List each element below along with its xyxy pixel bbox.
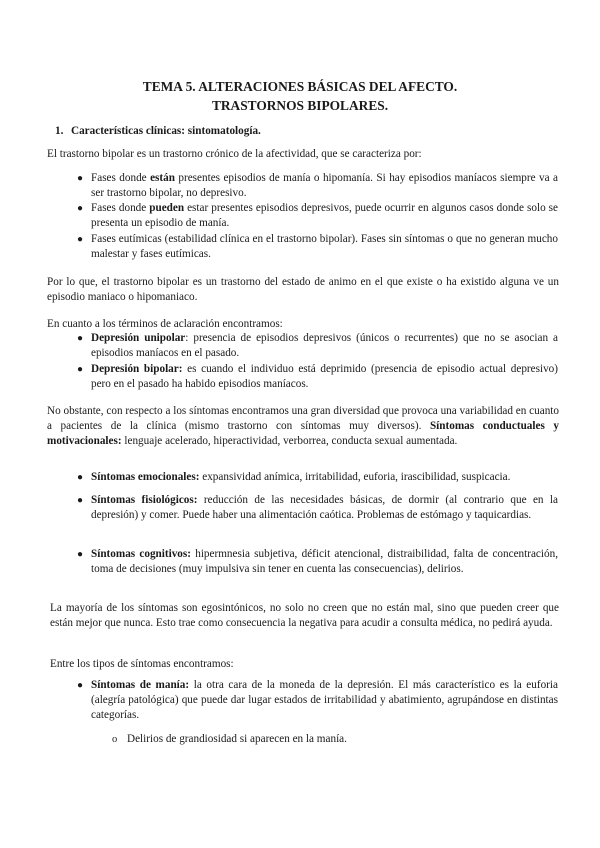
term-item: Depresión bipolar: es cuando el individuo está deprimido (presencia de episodio actual depresivo) pero en el pasado ha habido episodios maníacos.	[91, 363, 558, 390]
egosyntonic-paragraph: La mayoría de los síntomas son egosintónicos, no solo no creen que no están mal, sino que pueden creer que están mejor que nunca. Esto trae como consecuencia la negativa para acudir a consulta médica, no pedirá ayuda.	[50, 602, 559, 629]
phase-item: Fases donde pueden estar presentes episodios depresivos, puede ocurrir en algunos casos donde solo se presenta un episodio de manía.	[91, 202, 558, 229]
phase-item: Fases donde están presentes episodios de manía o hipomanía. Si hay episodios maníacos siempre va a ser trastorno bipolar, no depresivo.	[91, 172, 558, 199]
symptom-item: Síntomas fisiológicos: reducción de las necesidades básicas, de dormir (al contrario que en la depresión) y comer. Puede haber una alimentación caótica. Problemas de estómago y taquicardias.	[91, 494, 558, 521]
bullet-icon: ●	[77, 680, 84, 691]
bullet-icon: ●	[77, 173, 84, 184]
bullet-icon: ●	[77, 495, 84, 506]
bullet-icon: ●	[77, 472, 84, 483]
symptom-item: Síntomas cognitivos: hipermnesia subjetiva, déficit atencional, distraibilidad, falta de concentración, toma de decisiones (muy impulsiva sin tener en cuenta las consecuencias), delirios.	[91, 548, 558, 575]
bullet-icon: ●	[77, 203, 84, 214]
document-title: TEMA 5. ALTERACIONES BÁSICAS DEL AFECTO.	[142, 79, 458, 94]
section-heading: Características clínicas: sintomatología.	[71, 125, 261, 137]
types-intro: Entre los tipos de síntomas encontramos:	[50, 658, 234, 670]
sub-item: Delirios de grandiosidad si aparecen en la manía.	[127, 733, 347, 745]
bullet-icon: ●	[77, 549, 84, 560]
intro-paragraph: El trastorno bipolar es un trastorno crónico de la afectividad, que se caracteriza por:	[47, 148, 422, 160]
terms-intro: En cuanto a los términos de aclaración encontramos:	[47, 318, 283, 330]
bipolar-paragraph: Por lo que, el trastorno bipolar es un trastorno del estado de animo en el que existe o ha existido alguna ve un episodio maniaco o hipomaniaco.	[47, 276, 559, 303]
mania-item: Síntomas de manía: la otra cara de la moneda de la depresión. El más característico es la euforia (alegría patológica) que puede dar lugar estados de irritabilidad y abatimiento, agrupándose en distintas categorías.	[91, 679, 558, 721]
section-number: 1.	[55, 125, 64, 137]
symptoms-paragraph: No obstante, con respecto a los síntomas encontramos una gran diversidad que provoca una variabilidad en cuanto a pacientes de la clínica (mismo trastorno con síntomas muy diversos). Síntomas conductuales y motivacionales: lenguaje acelerado, hiperactividad, verborrea, conducta sexual aumentada.	[47, 405, 559, 447]
bullet-icon: ●	[77, 364, 84, 375]
document-subtitle: TRASTORNOS BIPOLARES.	[211, 98, 389, 113]
term-item: Depresión unipolar: presencia de episodios depresivos (únicos o recurrentes) que no se asocian a episodios maníacos en el pasado.	[91, 332, 558, 359]
phase-item: Fases eutímicas (estabilidad clínica en el trastorno bipolar). Fases sin síntomas o que no generan mucho malestar y fases eutímicas.	[91, 233, 558, 260]
bullet-icon: ●	[77, 333, 84, 344]
sub-bullet-icon: o	[112, 734, 118, 745]
bullet-icon: ●	[77, 234, 84, 245]
symptom-item: Síntomas emocionales: expansividad anímica, irritabilidad, euforia, irascibilidad, suspicacia.	[91, 471, 511, 483]
